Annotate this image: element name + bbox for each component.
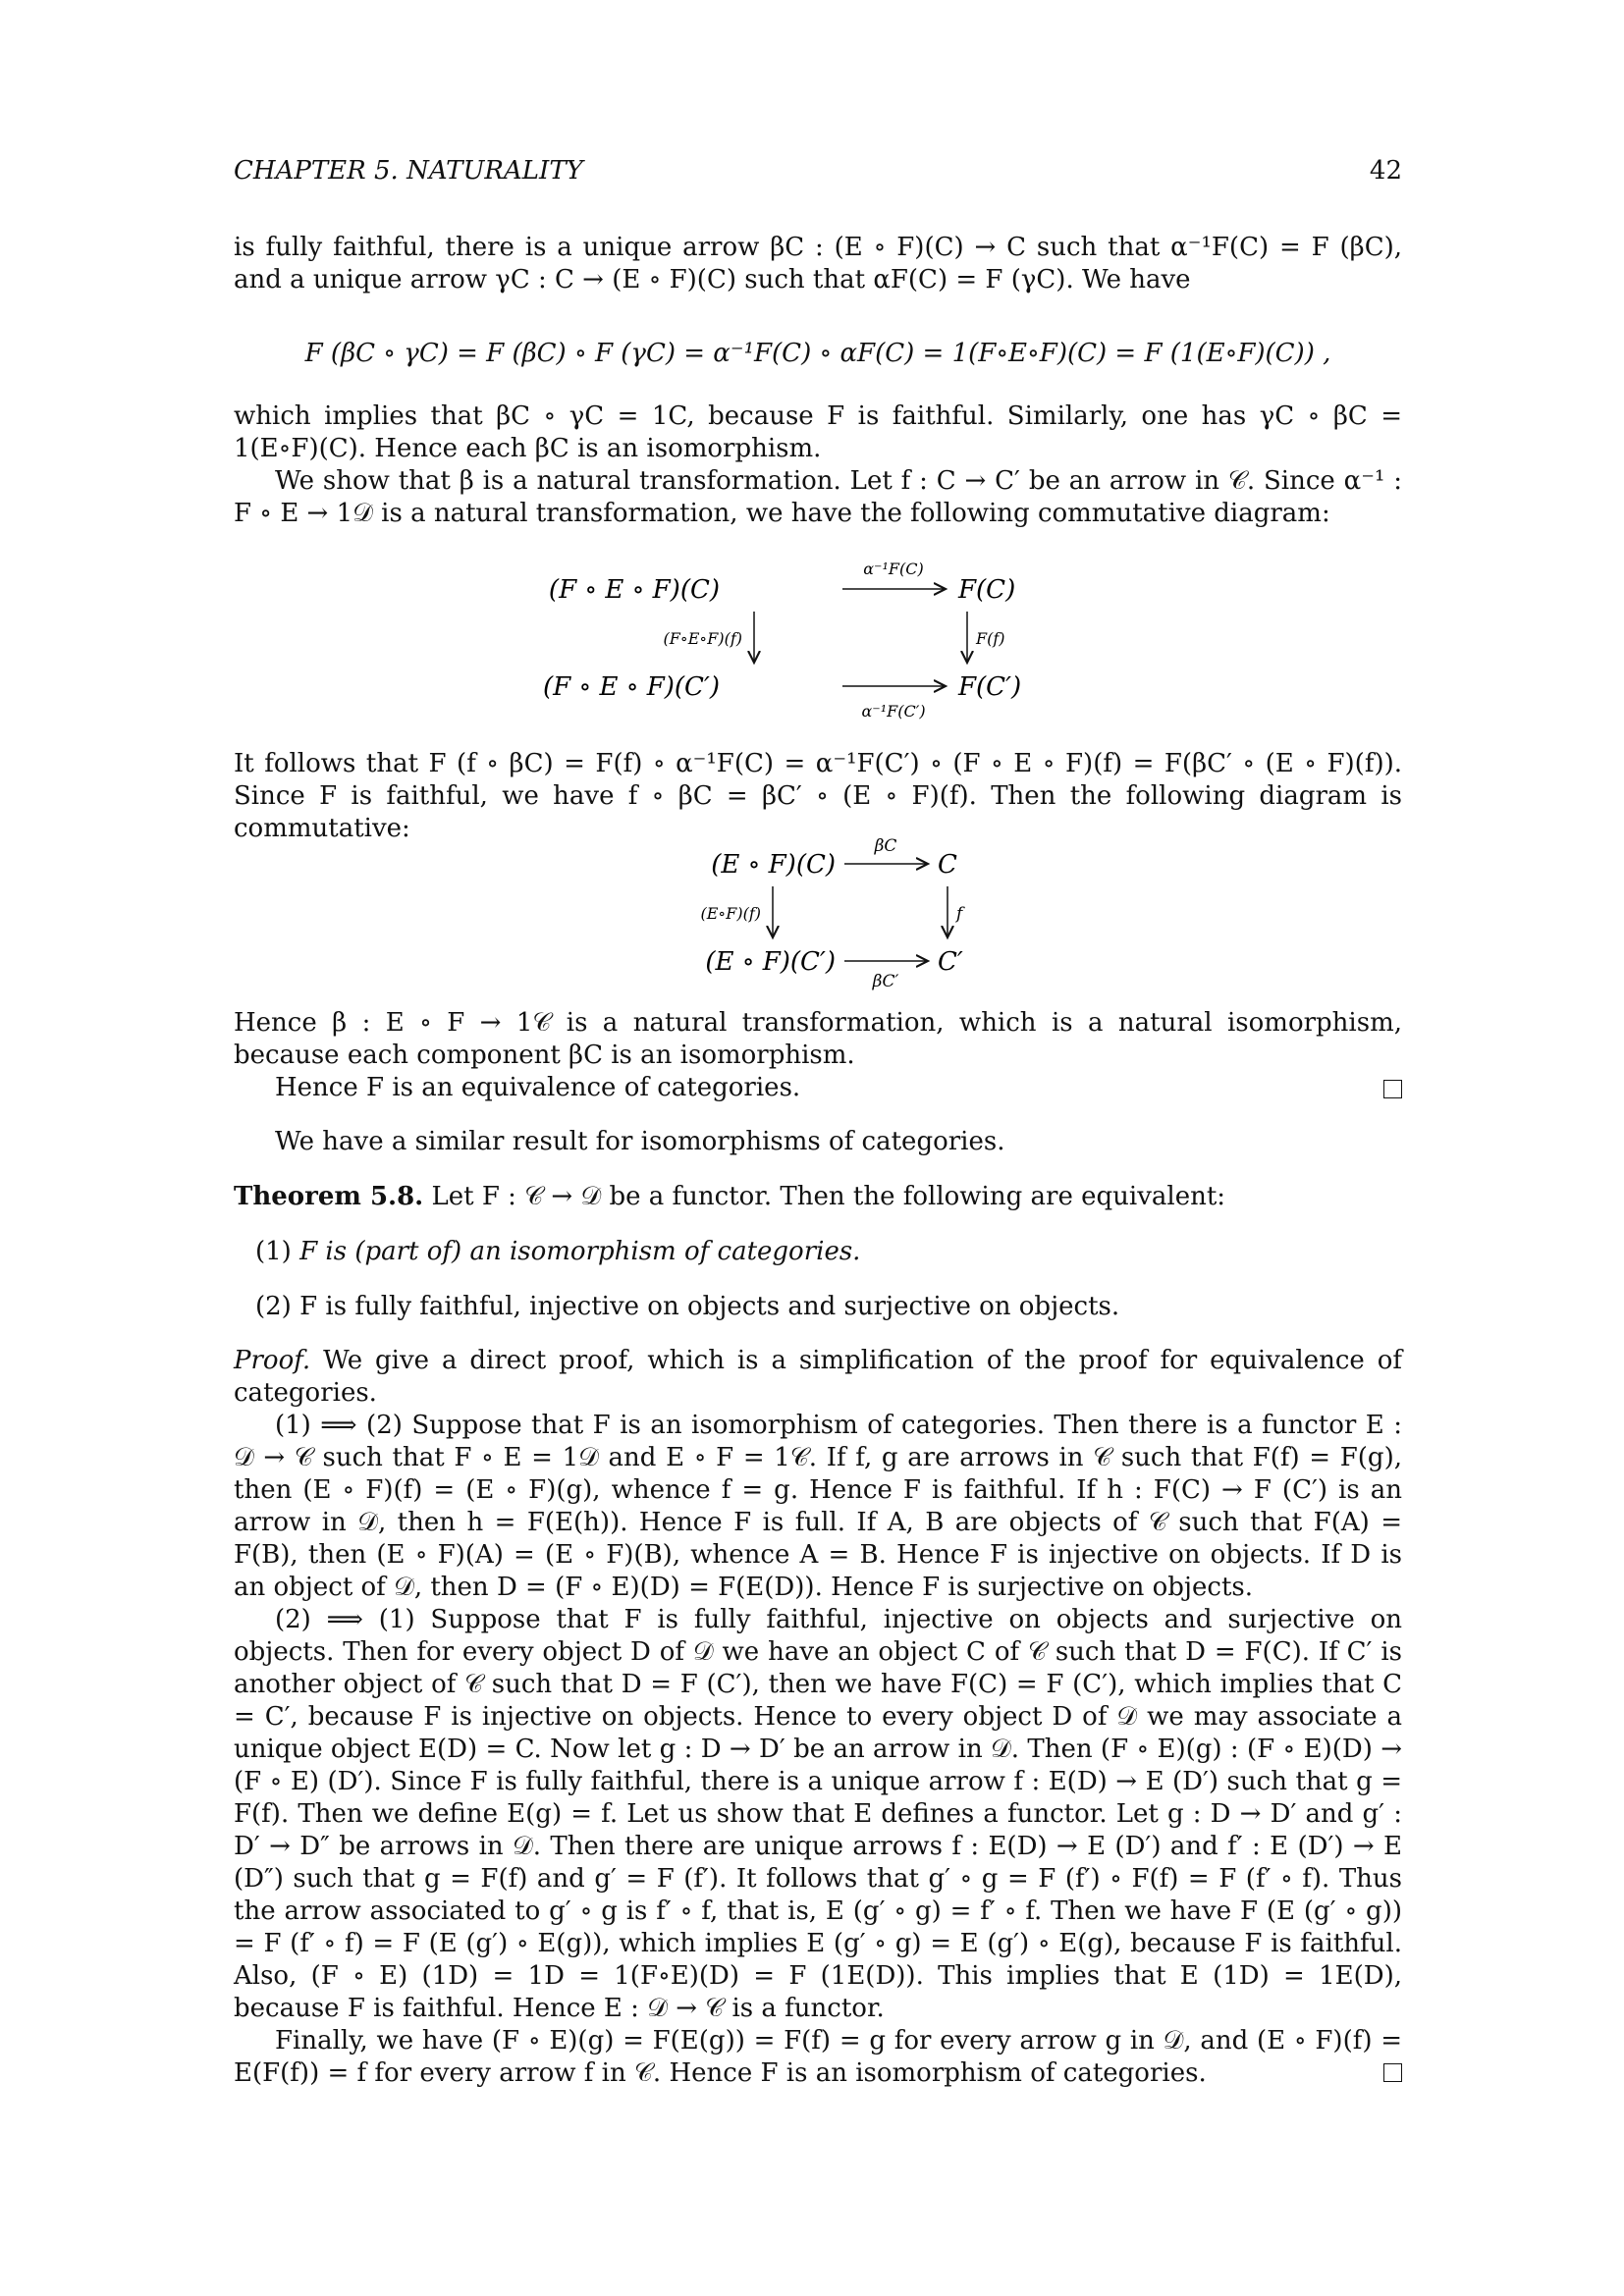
paragraph-7: We have a similar result for isomorphisms of categories. <box>275 1127 1005 1156</box>
theorem-item-1 <box>234 1236 1402 1268</box>
diagram1-bottom-arrow-label: α⁻¹F(C′) <box>861 702 926 721</box>
diagram1-top-right: F(C) <box>958 575 1016 605</box>
diagram1-right-arrow-label: F(f) <box>976 629 1005 648</box>
proof-paragraph-1: (1) ⟹ (2) Suppose that F is an isomorphism of categories. Then there is a functor E : 𝒟 → 𝒞 such that F ∘ E = 1𝒟 and E ∘ F = 1𝒞. If f, g are arrows in 𝒞 such that F(f) = F(g), then (E ∘ F)(f) = (E ∘ F)(g), whence f = g. Hence F is faithful. If h : F(C) → F (C′) is an arrow in 𝒟, then h = F(E(h)). Hence F is full. If A, B are objects of 𝒞 such that F(A) = F(B), then (E ∘ F)(A) = (E ∘ F)(B), whence A = B. Hence F is injective on objects. If D is an object of 𝒟, then D = (F ∘ E)(D) = F(E(D)). Hence F is surjective on objects. <box>234 1411 1402 1602</box>
diagram2-bottom-left: (E ∘ F)(C′) <box>705 947 836 977</box>
diagram2-top-arrow-label: βC <box>874 836 897 856</box>
item-number: (2) <box>255 1292 292 1321</box>
diagram1-top-arrow-label: α⁻¹F(C) <box>863 560 924 578</box>
theorem-5-8 <box>234 1181 1402 1213</box>
equation-1: F (βC ∘ γC) = F (βC) ∘ F (γC) = α⁻¹F(C) ∘ αF(C) = 1(F∘E∘F)(C) = F (1(E∘F)(C)) , <box>304 339 1331 368</box>
paragraph-4: It follows that F (f ∘ βC) = F(f) ∘ α⁻¹F(C) = α⁻¹F(C′) ∘ (F ∘ E ∘ F)(f) = F(βC′ ∘ (E ∘ F)(f)). Since F is faithful, we have f ∘ βC = βC′ ∘ (E ∘ F)(f). Then the following diagram is commutative: <box>234 749 1402 843</box>
diagram2-bottom-right: C′ <box>938 947 963 977</box>
diagram2-right-arrow-label: f <box>956 904 963 924</box>
paragraph-5: Hence β : E ∘ F → 1𝒞 is a natural transformation, which is a natural isomorphism, because each component βC is an isomorphism. <box>234 1008 1402 1070</box>
paragraph-1: is fully faithful, there is a unique arrow βC : (E ∘ F)(C) → C such that α⁻¹F(C) = F (βC), and a unique arrow γC : C → (E ∘ F)(C) such that αF(C) = F (γC). We have <box>234 233 1402 294</box>
diagram1-bottom-left: (F ∘ E ∘ F)(C′) <box>543 672 720 702</box>
theorem-item-2 <box>234 1291 1402 1323</box>
diagram2-bottom-arrow-label: βC′ <box>872 972 899 991</box>
proof-intro: We give a direct proof, which is a simplification of the proof for equivalence of categories. <box>234 1346 1403 1408</box>
proof <box>234 1345 1402 2090</box>
theorem-heading: Theorem 5.8. <box>234 1182 424 1211</box>
diagram2-top-right: C <box>938 850 957 880</box>
commutative-diagram-1 <box>234 545 1402 731</box>
proof-heading: Proof. <box>234 1346 311 1375</box>
proof-paragraph-2: (2) ⟹ (1) Suppose that F is fully faithful, injective on objects and surjective on objects. Then for every object D of 𝒟 we have an object C of 𝒞 such that D = F(C). If C′ is another object of 𝒞 such that D = F (C′), then we have F(C) = F (C′), which implies that C = C′, because F is injective on objects. Hence to every object D of 𝒟 we may associate a unique object E(D) = C. Now let g : D → D′ be an arrow in 𝒟. Then (F ∘ E)(g) : (F ∘ E)(D) → (F ∘ E) (D′). Since F is fully faithful, there is a unique arrow f : E(D) → E (D′) such that g = F(f). Then we define E(g) = f. Let us show that E defines a functor. Let g : D → D′ and g′ : D′ → D″ be arrows in 𝒟. Then there are unique arrows f : E(D) → E (D′) and f′ : E (D′) → E (D″) such that g = F(f) and g′ = F (f′). It follows that g′ ∘ g = F (f′) ∘ F(f) = F (f′ ∘ f). Thus the arrow associated to g′ ∘ g is f′ ∘ f, that is, E (g′ ∘ g) = f′ ∘ f. Then we have F (E (g′ ∘ g)) = F (f′ ∘ f) = F (E (g′) ∘ E(g)), which implies E (g′ ∘ g) = E (g′) ∘ E(g), because F is faithful. Also, (F ∘ E) (1D) = 1D = 1(F∘E)(D) = F (1E(D)). This implies that E (1D) = 1E(D), because F is faithful. Hence E : 𝒟 → 𝒞 is a functor. <box>234 1605 1402 2023</box>
paragraph-2: which implies that βC ∘ γC = 1C, because F is faithful. Similarly, one has γC ∘ βC = 1(E∘F)(C). Hence each βC is an isomorphism. <box>234 401 1402 463</box>
commutative-diagram-2 <box>234 829 1402 1001</box>
diagram1-left-arrow-label: (F∘E∘F)(f) <box>663 629 742 648</box>
qed-symbol <box>1383 1080 1402 1098</box>
qed-symbol <box>1383 2063 1402 2082</box>
diagram1-top-left: (F ∘ E ∘ F)(C) <box>548 575 720 605</box>
item-text: F is fully faithful, injective on objects and surjective on objects. <box>299 1292 1120 1321</box>
page-number: 42 <box>1369 156 1402 186</box>
theorem-text: Let F : 𝒞 → 𝒟 be a functor. Then the following are equivalent: <box>431 1182 1226 1211</box>
paragraph-3: We show that β is a natural transformation. Let f : C → C′ be an arrow in 𝒞. Since α⁻¹ : F ∘ E → 1𝒟 is a natural transformation, we have the following commutative diagram: <box>234 466 1402 528</box>
chapter-title: CHAPTER 5. NATURALITY <box>234 156 583 186</box>
diagram2-top-left: (E ∘ F)(C) <box>711 850 836 880</box>
item-text: F is (part of) an isomorphism of categories. <box>299 1237 861 1266</box>
proof-paragraph-3: Finally, we have (F ∘ E)(g) = F(E(g)) = F(f) = g for every arrow g in 𝒟, and (E ∘ F)(f) = E(F(f)) = f for every arrow f in 𝒞. Hence F is an isomorphism of categories. <box>234 2026 1402 2088</box>
diagram1-bottom-right: F(C′) <box>958 672 1022 702</box>
running-header <box>234 155 1402 187</box>
diagram2-left-arrow-label: (E∘F)(f) <box>700 904 761 923</box>
paragraph-6: Hence F is an equivalence of categories. <box>234 1072 1402 1104</box>
item-number: (1) <box>255 1237 292 1266</box>
